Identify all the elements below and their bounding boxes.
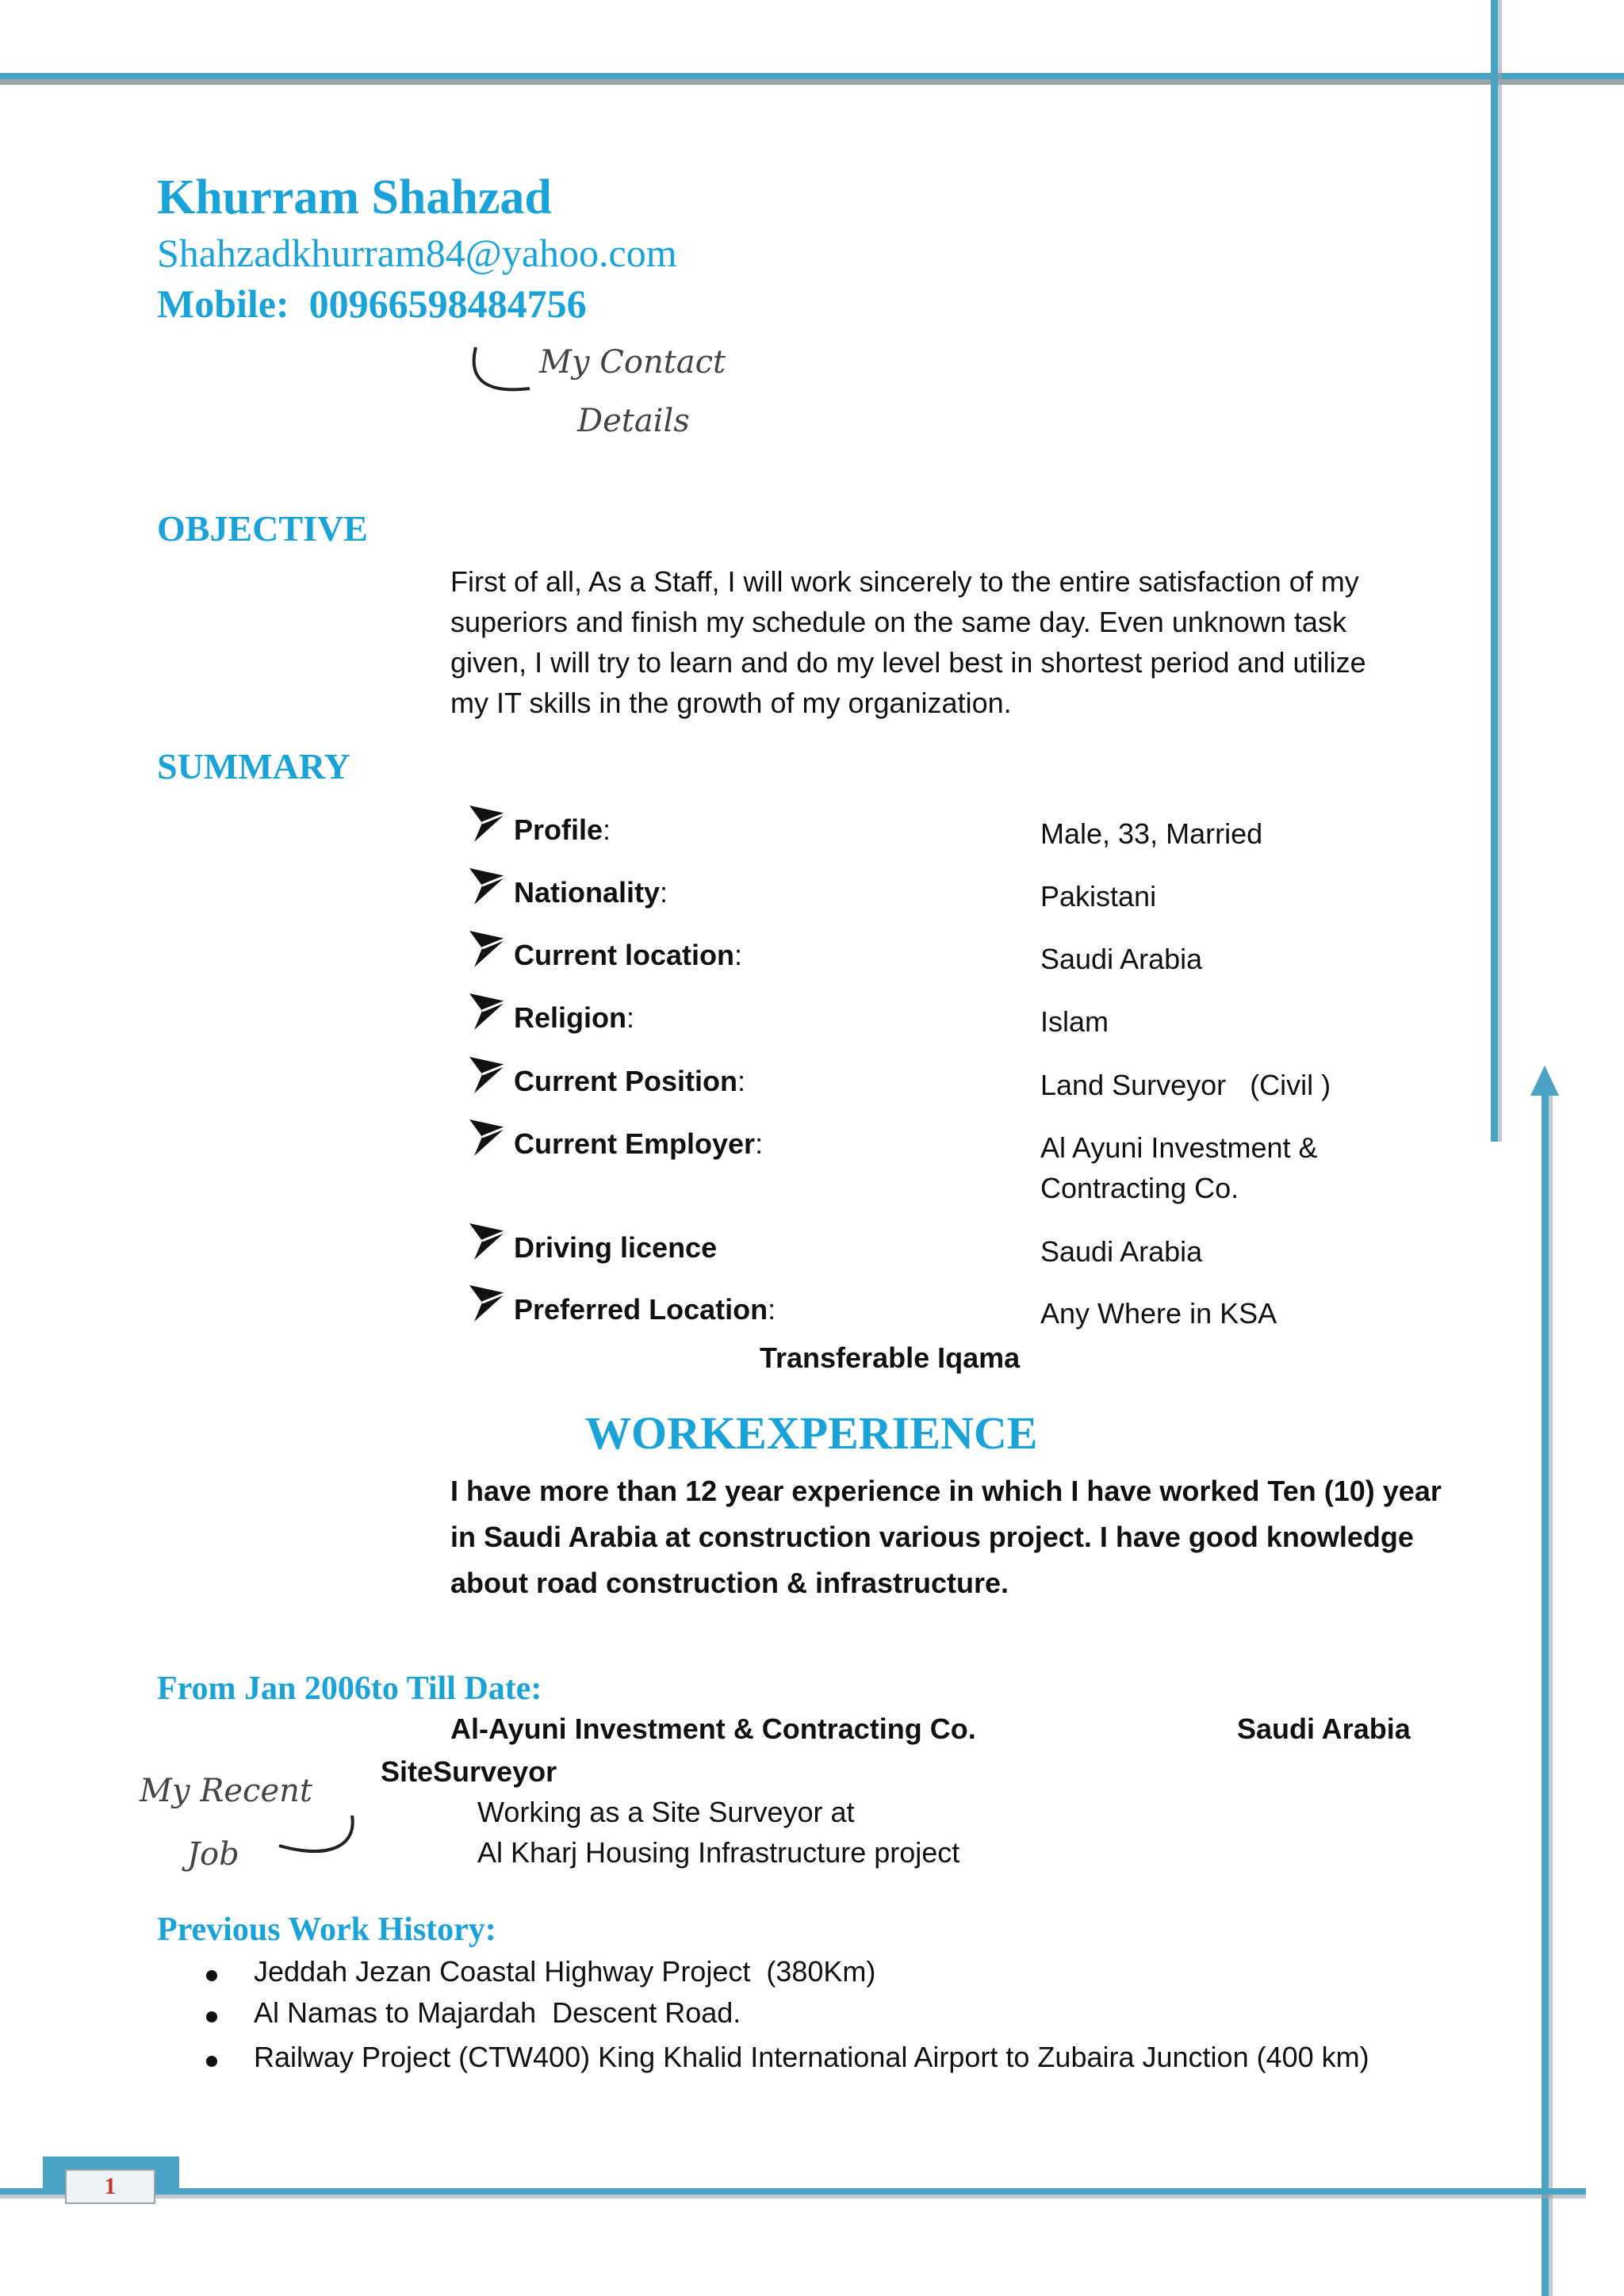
contact-note-line2: Details — [577, 403, 690, 439]
current-job-desc-line: Al Kharj Housing Infrastructure project — [477, 1836, 960, 1869]
summary-row-preferred-location — [468, 1287, 1467, 1334]
summary-row-position — [468, 1058, 1467, 1106]
arrow-bullet-icon — [468, 865, 508, 908]
current-job-heading: From Jan 2006to Till Date: — [157, 1670, 542, 1707]
summary-label: Current Position: — [514, 1065, 746, 1097]
candidate-name: Khurram Shahzad — [157, 170, 552, 224]
objective-line: given, I will try to learn and do my level best in shortest period and utilize — [450, 646, 1366, 679]
summary-label: Driving licence — [514, 1231, 718, 1264]
bullet-dot-icon — [206, 2056, 217, 2067]
list-item-text: Railway Project (CTW400) King Khalid International Airport to Zubaira Junction (400 km) — [254, 2041, 1369, 2073]
arrow-bullet-icon — [468, 1220, 508, 1263]
arrow-bullet-icon — [468, 928, 508, 970]
summary-row-location — [468, 932, 1467, 980]
mobile-label: Mobile: — [157, 281, 289, 326]
summary-row-religion — [468, 995, 1467, 1043]
list-item-text: Al Namas to Majardah Descent Road. — [254, 1996, 741, 2029]
recent-job-note-line1: My Recent — [140, 1773, 312, 1809]
work-line: I have more than 12 year experience in which I have worked Ten (10) year — [450, 1475, 1442, 1507]
work-line: about road construction & infrastructure. — [450, 1567, 1009, 1599]
arrow-bullet-icon — [468, 1054, 508, 1096]
current-job-company: Al-Ayuni Investment & Contracting Co. — [450, 1712, 976, 1745]
objective-text — [450, 561, 1481, 723]
work-experience-text — [450, 1468, 1481, 1606]
objective-line: superiors and finish my schedule on the same day. Even unknown task — [450, 606, 1346, 638]
bottom-border-line — [0, 2188, 1586, 2195]
transferable-iqama: Transferable Iqama — [760, 1341, 1021, 1374]
summary-label: Religion: — [514, 1001, 635, 1034]
work-experience-heading: WORKEXPERIENCE — [585, 1407, 1038, 1459]
work-line: in Saudi Arabia at construction various project. I have good knowledge — [450, 1521, 1414, 1553]
bullet-dot-icon — [206, 2011, 217, 2022]
objective-heading: OBJECTIVE — [157, 508, 368, 549]
right-upper-border-shadow — [1498, 0, 1502, 1142]
summary-label: Current location: — [514, 939, 743, 971]
contact-note-line1: My Contact — [539, 344, 726, 381]
current-job-country: Saudi Arabia — [1237, 1712, 1411, 1745]
scroll-arrow-up-icon — [1529, 1064, 1561, 1097]
right-lower-border-line — [1542, 1094, 1549, 2296]
summary-value: Male, 33, Married — [1040, 817, 1263, 850]
arrow-bullet-icon — [468, 1282, 508, 1325]
summary-label: Profile: — [514, 813, 611, 846]
recent-job-note-line2: Job — [187, 1836, 239, 1873]
mobile-value: 00966598484756 — [308, 281, 587, 326]
page-number-box — [65, 2169, 155, 2204]
summary-value: Saudi Arabia — [1040, 1235, 1203, 1268]
arrow-bullet-icon — [468, 802, 508, 845]
summary-value: Pakistani — [1040, 880, 1157, 913]
summary-value: Al Ayuni Investment & Contracting Co. — [1040, 1131, 1318, 1204]
summary-row-employer — [468, 1121, 1467, 1208]
summary-row-profile — [468, 807, 1467, 855]
contact-email: Shahzadkhurram84@yahoo.com — [157, 231, 677, 275]
summary-row-nationality — [468, 870, 1467, 917]
current-job-desc-line: Working as a Site Surveyor at — [477, 1796, 855, 1828]
objective-line: First of all, As a Staff, I will work sincerely to the entire satisfaction of my — [450, 565, 1359, 598]
summary-value: Saudi Arabia — [1040, 943, 1203, 975]
right-upper-border-line — [1491, 0, 1498, 1142]
summary-heading: SUMMARY — [157, 746, 350, 786]
page-number: 1 — [104, 2173, 117, 2199]
previous-work-heading: Previous Work History: — [157, 1911, 496, 1948]
arrow-bullet-icon — [468, 1116, 508, 1159]
summary-label: Preferred Location: — [514, 1293, 776, 1326]
bottom-border-shadow — [0, 2195, 1586, 2198]
objective-line: my IT skills in the growth of my organization. — [450, 687, 1012, 719]
summary-label: Nationality: — [514, 876, 668, 909]
summary-value: Islam — [1040, 1005, 1109, 1038]
current-job-desc — [477, 1792, 959, 1873]
summary-row-driving-licence — [468, 1225, 1467, 1272]
handwritten-curve-icon — [466, 341, 538, 404]
top-border-line — [0, 73, 1624, 79]
handwritten-curve-icon — [274, 1811, 362, 1866]
summary-value: Any Where in KSA — [1040, 1297, 1277, 1330]
summary-label: Current Employer: — [514, 1127, 764, 1160]
bullet-dot-icon — [206, 1970, 217, 1981]
summary-value: Land Surveyor (Civil ) — [1040, 1069, 1331, 1101]
top-border-shadow — [0, 79, 1624, 85]
contact-mobile — [157, 281, 587, 327]
right-lower-border-shadow — [1549, 1094, 1553, 2296]
arrow-bullet-icon — [468, 990, 508, 1033]
current-job-title: SiteSurveyor — [381, 1755, 557, 1788]
list-item-text: Jeddah Jezan Coastal Highway Project (380Km) — [254, 1955, 876, 1988]
